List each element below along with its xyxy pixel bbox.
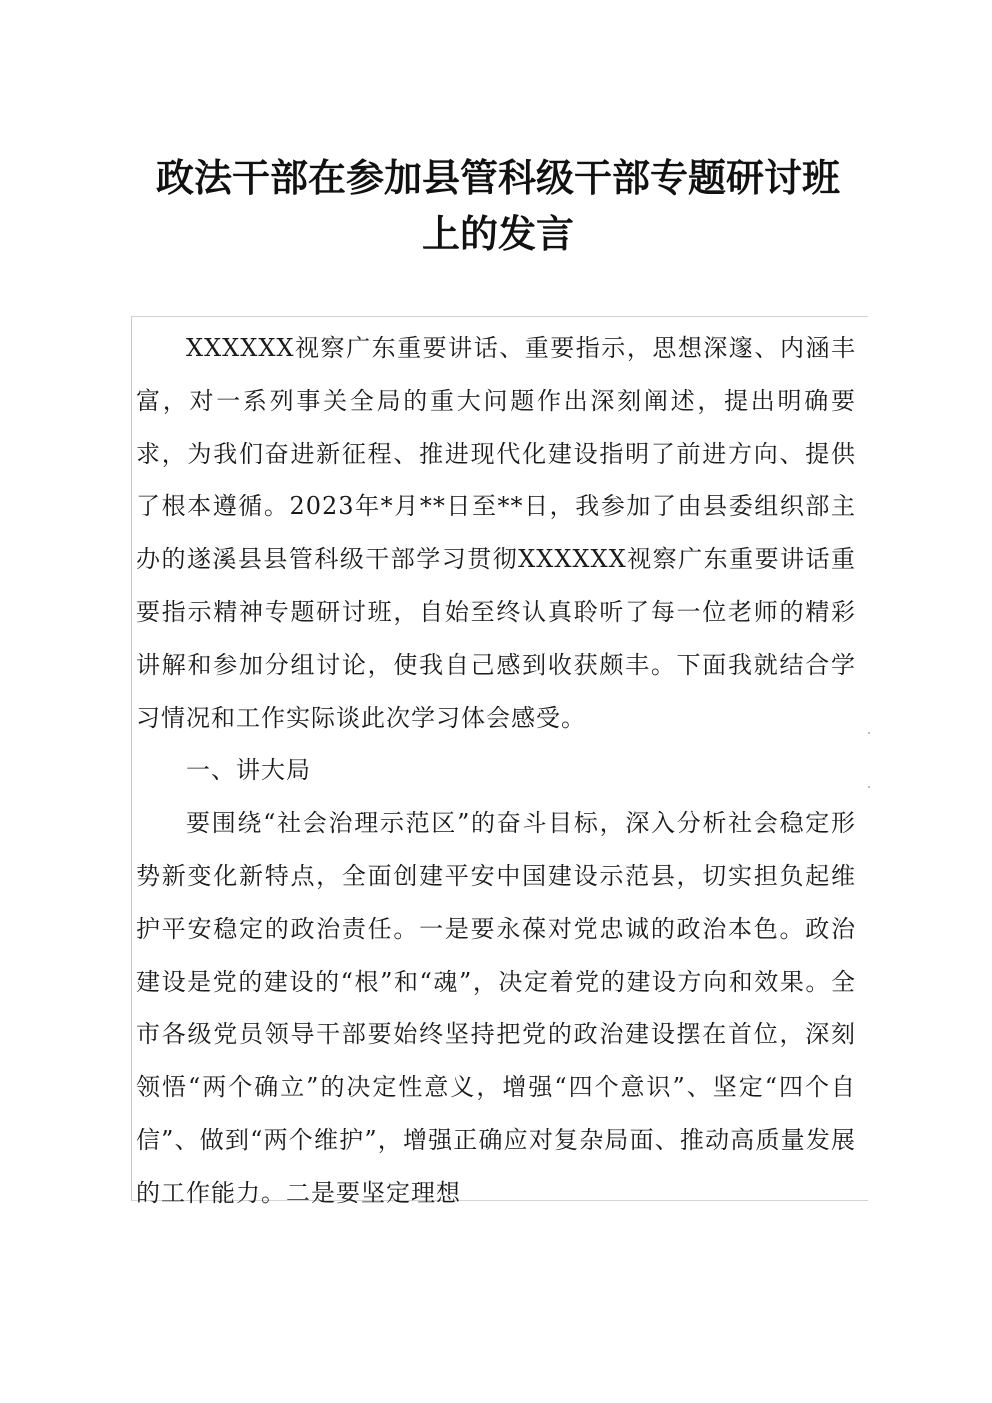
document-body	[136, 322, 856, 1220]
frame-corner-mark	[868, 732, 870, 734]
body-paragraph: 要围绕“社会治理示范区”的奋斗目标，深入分析社会稳定形势新变化新特点，全面创建平安中国建设示范县，切实担负起维护平安稳定的政治责任。一是要永葆对党忠诚的政治本色。政治建设是党的建设的“根”和“魂”，决定着党的建设方向和效果。全市各级党员领导干部要始终坚持把党的政治建设摆在首位，深刻领悟“两个确立”的决定性意义，增强“四个意识”、坚定“四个自信”、做到“两个维护”，增强正确应对复杂局面、推动高质量发展的工作能力。二是要坚定理想	[136, 809, 856, 1207]
section-heading: 一、讲大局	[186, 756, 311, 785]
document-title: 政法干部在参加县管科级干部专题研讨班上的发言	[155, 156, 840, 256]
body-paragraph: XXXXXX视察广东重要讲话、重要指示，思想深邃、内涵丰富，对一系列事关全局的重大问题作出深刻阐述，提出明确要求，为我们奋进新征程、推进现代化建设指明了前进方向、提供了根本遵循。2023年*月**日至**日，我参加了由县委组织部主办的遂溪县县管科级干部学习贯彻XXXXXX视察广东重要讲话重要指示精神专题研讨班，自始至终认真聆听了每一位老师的精彩讲解和参加分组讨论，使我自己感到收获颇丰。下面我就结合学习情况和工作实际谈此次学习体会感受。	[136, 334, 856, 732]
frame-corner-mark	[868, 786, 870, 788]
